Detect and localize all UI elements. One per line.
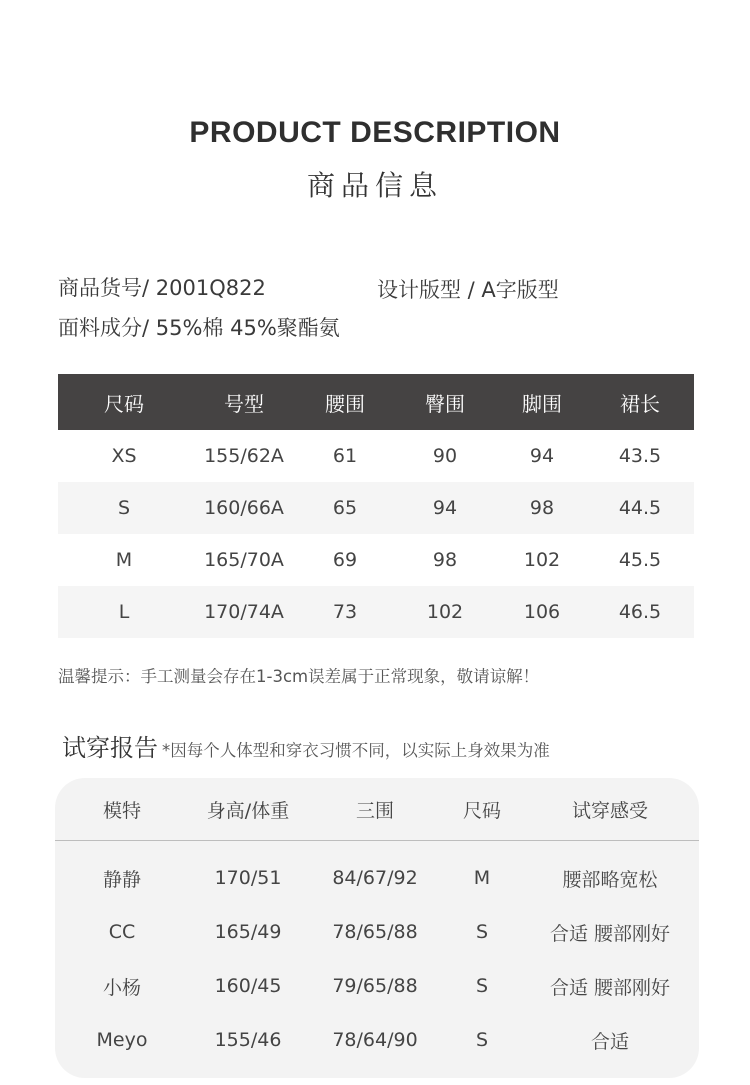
cell-measurements: 79/65/88 bbox=[332, 975, 418, 997]
cell-model: Meyo bbox=[96, 1029, 148, 1051]
cell-hip: 90 bbox=[432, 445, 458, 467]
cell-model-size: 165/70A bbox=[204, 549, 284, 571]
cell-size: S bbox=[475, 975, 489, 997]
cell-waist: 61 bbox=[332, 445, 358, 467]
cell-hip: 98 bbox=[432, 549, 458, 571]
cell-height-weight: 160/45 bbox=[214, 975, 282, 997]
header-size: 尺码 bbox=[58, 374, 190, 430]
title-english: PRODUCT DESCRIPTION bbox=[189, 116, 561, 149]
cell-feedback: 合适 腰部刚好 bbox=[549, 976, 671, 999]
cell-model: CC bbox=[108, 921, 136, 943]
header-height-weight: 身高/体重 bbox=[189, 778, 307, 841]
cell-waist: 69 bbox=[332, 549, 358, 571]
table-row bbox=[58, 430, 694, 482]
design-fit: 设计版型 / A字版型 bbox=[377, 278, 559, 302]
cell-size: S bbox=[475, 921, 489, 943]
table-row bbox=[58, 534, 694, 586]
cell-hip: 102 bbox=[392, 586, 498, 638]
cell-length: 44.5 bbox=[586, 482, 694, 534]
header-hip: 臀围 bbox=[392, 374, 498, 430]
title-chinese: 商品信息 bbox=[306, 169, 443, 202]
cell-hem: 102 bbox=[523, 549, 561, 571]
cell-model: 小杨 bbox=[102, 976, 141, 999]
cell-feedback: 合适 腰部刚好 bbox=[549, 922, 671, 945]
cell-size: S bbox=[58, 482, 190, 534]
fabric-composition: 面料成分/ 55%棉 45%聚酯氨 bbox=[58, 316, 340, 340]
cell-hem: 94 bbox=[529, 445, 555, 467]
cell-measurements: 78/64/90 bbox=[332, 1029, 418, 1051]
tryon-table bbox=[55, 778, 699, 1067]
cell-hip: 94 bbox=[392, 482, 498, 534]
header-model-size: 号型 bbox=[190, 374, 298, 430]
cell-model-size: 155/62A bbox=[204, 445, 284, 467]
tryon-title: 试穿报告 bbox=[62, 734, 158, 762]
cell-size: S bbox=[475, 1029, 489, 1051]
cell-feedback: 腰部略宽松 bbox=[562, 868, 658, 891]
table-row bbox=[55, 905, 699, 959]
table-row bbox=[58, 586, 694, 638]
cell-length: 45.5 bbox=[618, 549, 662, 571]
cell-model-size: 170/74A bbox=[190, 586, 298, 638]
header-size: 尺码 bbox=[443, 778, 521, 841]
header-measurements: 三围 bbox=[307, 778, 443, 841]
header-hem: 脚围 bbox=[498, 374, 586, 430]
header-length: 裙长 bbox=[586, 374, 694, 430]
table-row bbox=[55, 959, 699, 1013]
tryon-report-card bbox=[55, 778, 699, 1078]
cell-length: 46.5 bbox=[586, 586, 694, 638]
cell-size: L bbox=[58, 586, 190, 638]
size-table bbox=[58, 374, 694, 638]
cell-size: M bbox=[473, 867, 491, 889]
tryon-note: *因每个人体型和穿衣习惯不同，以实际上身效果为准 bbox=[162, 741, 550, 760]
table-row bbox=[58, 482, 694, 534]
cell-hem: 106 bbox=[498, 586, 586, 638]
cell-measurements: 78/65/88 bbox=[332, 921, 418, 943]
cell-model: 静静 bbox=[102, 868, 141, 891]
table-row bbox=[55, 1013, 699, 1067]
table-row bbox=[55, 841, 699, 906]
cell-waist: 65 bbox=[298, 482, 392, 534]
cell-size: M bbox=[115, 549, 133, 571]
measurement-tip: 温馨提示：手工测量会存在1-3cm误差属于正常现象，敬请谅解！ bbox=[58, 667, 540, 686]
cell-height-weight: 155/46 bbox=[214, 1029, 282, 1051]
cell-size: XS bbox=[111, 445, 137, 467]
cell-model-size: 160/66A bbox=[190, 482, 298, 534]
cell-measurements: 84/67/92 bbox=[332, 867, 418, 889]
tryon-heading bbox=[62, 728, 550, 763]
header-waist: 腰围 bbox=[298, 374, 392, 430]
cell-height-weight: 170/51 bbox=[214, 867, 282, 889]
cell-hem: 98 bbox=[498, 482, 586, 534]
header-feedback: 试穿感受 bbox=[521, 778, 699, 841]
tryon-table-header bbox=[55, 778, 699, 841]
item-number: 商品货号/ 2001Q822 bbox=[58, 276, 266, 300]
cell-waist: 73 bbox=[298, 586, 392, 638]
header-model: 模特 bbox=[55, 778, 189, 841]
cell-height-weight: 165/49 bbox=[214, 921, 282, 943]
size-table-header bbox=[58, 374, 694, 430]
cell-length: 43.5 bbox=[618, 445, 662, 467]
cell-feedback: 合适 bbox=[590, 1030, 629, 1053]
